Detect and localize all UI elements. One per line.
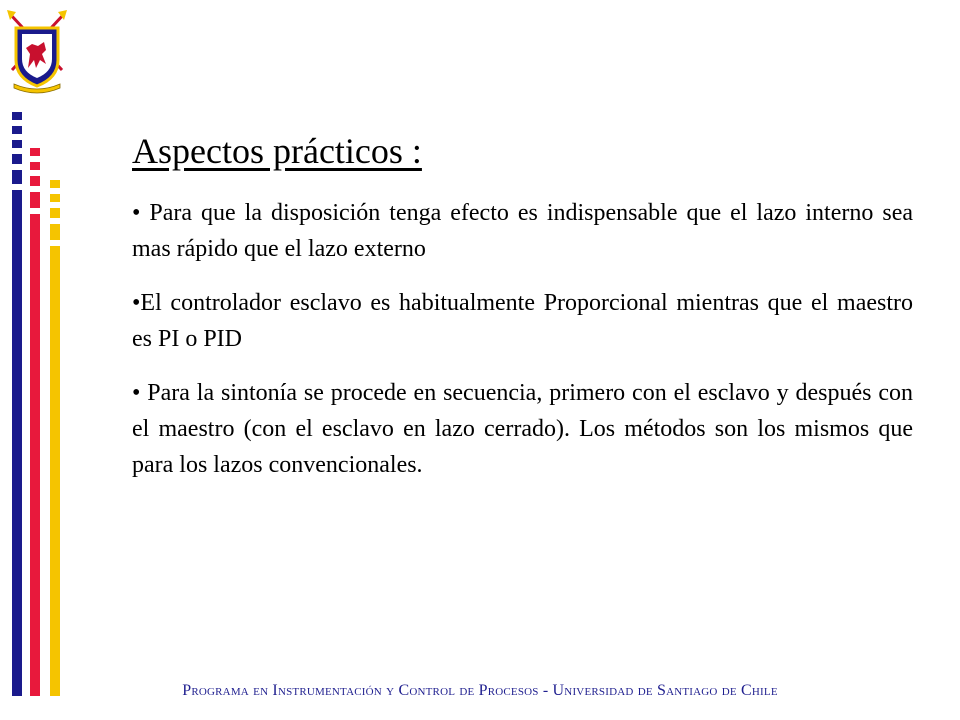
stripe-blue-dash: [12, 112, 22, 120]
stripe-blue-dash: [12, 140, 22, 148]
bullet-item: • Para la sintonía se procede en secuencia, primero con el esclavo y después con el maestro (con el esclavo en lazo cerrado). Los métodos son los mismos que para los lazos convencionales.: [132, 380, 913, 478]
stripe-red-dash: [30, 176, 40, 186]
stripe-yellow-bar: [50, 246, 60, 696]
slide-title: Aspectos prácticos :: [132, 131, 422, 171]
stripe-red-dash: [30, 192, 40, 208]
stripe-yellow-dash: [50, 194, 60, 202]
stripe-yellow-dash: [50, 224, 60, 240]
stripe-blue-dash: [12, 154, 22, 164]
footer-text: Programa en Instrumentación y Control de Procesos - Universidad de Santiago de Chile: [182, 682, 778, 699]
bullet-item: • Para que la disposición tenga efecto es indispensable que el lazo interno sea mas rápido que el lazo externo: [132, 200, 913, 262]
stripe-red-dash: [30, 162, 40, 170]
bullet-item: •El controlador esclavo es habitualmente Proporcional mientras que el maestro es PI o PID: [132, 290, 913, 352]
bullet-list: [132, 195, 913, 501]
stripe-red-bar: [30, 214, 40, 696]
stripe-blue-dash: [12, 170, 22, 184]
stripe-blue-dash: [12, 126, 22, 134]
stripe-red-dash: [30, 148, 40, 156]
stripe-blue-bar: [12, 190, 22, 696]
university-crest-icon: [4, 8, 70, 94]
stripe-yellow-dash: [50, 208, 60, 218]
stripe-yellow-dash: [50, 180, 60, 188]
